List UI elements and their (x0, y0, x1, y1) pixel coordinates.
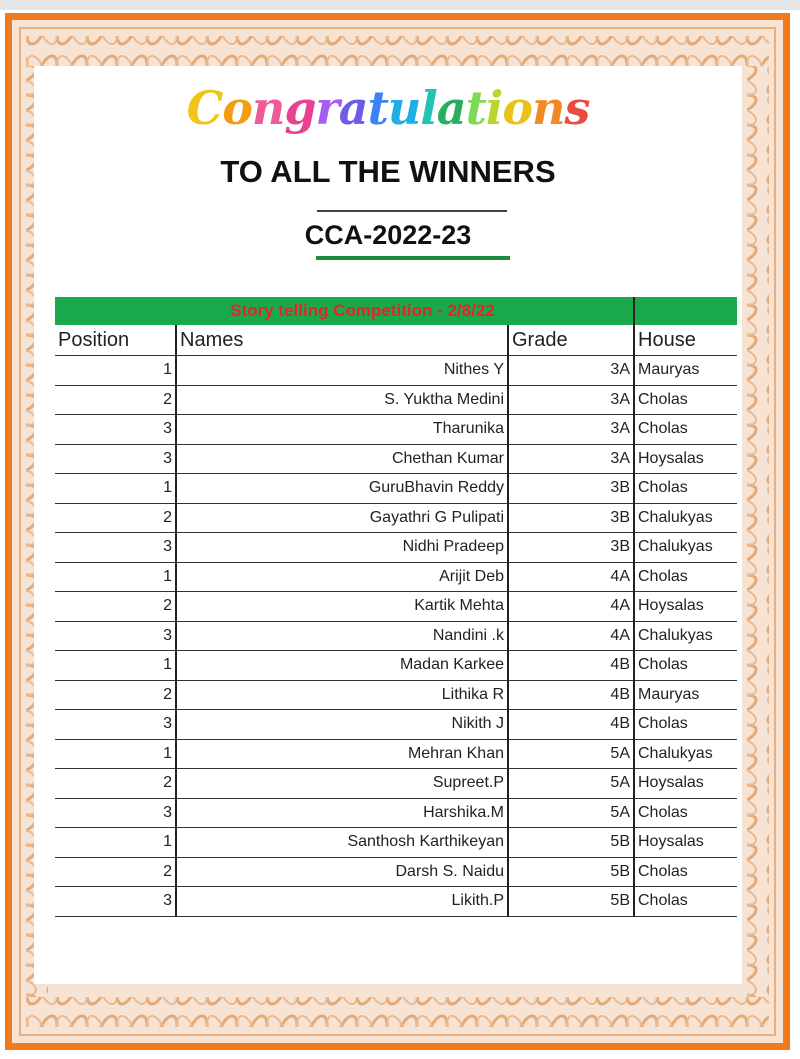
congratulations-heading (34, 80, 742, 136)
caption-spacer (634, 297, 737, 325)
table-row (55, 769, 737, 799)
greeting-letter: s (564, 81, 590, 135)
table-row (55, 798, 737, 828)
cell-house: Cholas (634, 798, 737, 828)
greeting-letter: a (338, 81, 368, 135)
window-top-strip (0, 0, 800, 10)
table-row (55, 739, 737, 769)
table-row (55, 651, 737, 681)
cell-position: 1 (55, 474, 176, 504)
cell-position: 1 (55, 356, 176, 386)
greeting-letter: C (186, 81, 223, 135)
competition-caption: Story telling Competition - 2/8/22 (55, 297, 634, 325)
cell-house: Cholas (634, 857, 737, 887)
cell-grade: 4B (508, 710, 634, 740)
cell-house: Cholas (634, 887, 737, 917)
cell-name: Gayathri G Pulipati (176, 503, 508, 533)
greeting-letter: n (532, 81, 565, 135)
cell-position: 2 (55, 592, 176, 622)
cell-grade: 4B (508, 680, 634, 710)
cell-name: Nandini .k (176, 621, 508, 651)
cell-name: Harshika.M (176, 798, 508, 828)
certificate-content (34, 66, 742, 984)
table-row (55, 857, 737, 887)
greeting-letter: t (465, 81, 486, 135)
cell-house: Hoysalas (634, 769, 737, 799)
cell-name: Mehran Khan (176, 739, 508, 769)
greeting-letter: l (420, 81, 437, 135)
table-row (55, 710, 737, 740)
cell-grade: 3B (508, 533, 634, 563)
cell-name: S. Yuktha Medini (176, 385, 508, 415)
cell-house: Mauryas (634, 680, 737, 710)
table-caption-row (55, 297, 737, 325)
cell-house: Hoysalas (634, 444, 737, 474)
cell-name: GuruBhavin Reddy (176, 474, 508, 504)
cell-name: Supreet.P (176, 769, 508, 799)
header-names: Names (176, 325, 508, 356)
cell-position: 1 (55, 562, 176, 592)
cell-grade: 3A (508, 356, 634, 386)
cell-name: Nithes Y (176, 356, 508, 386)
cell-grade: 3A (508, 415, 634, 445)
cell-house: Cholas (634, 710, 737, 740)
cell-house: Cholas (634, 562, 737, 592)
cell-grade: 3A (508, 385, 634, 415)
cell-grade: 5B (508, 857, 634, 887)
header-house: House (634, 325, 737, 356)
cell-position: 2 (55, 503, 176, 533)
greeting-letter: g (284, 81, 316, 135)
cell-position: 1 (55, 739, 176, 769)
cell-name: Madan Karkee (176, 651, 508, 681)
cell-house: Chalukyas (634, 739, 737, 769)
table-header-row (55, 325, 737, 356)
cell-house: Cholas (634, 385, 737, 415)
cell-name: Tharunika (176, 415, 508, 445)
cell-grade: 4A (508, 592, 634, 622)
edition-title: CCA-2022-23 (304, 220, 472, 250)
cell-name: Darsh S. Naidu (176, 857, 508, 887)
cell-grade: 4A (508, 562, 634, 592)
cell-position: 3 (55, 621, 176, 651)
greeting-letter: t (367, 81, 388, 135)
cell-grade: 3B (508, 474, 634, 504)
table-row (55, 356, 737, 386)
cell-name: Kartik Mehta (176, 592, 508, 622)
cell-position: 3 (55, 444, 176, 474)
cell-house: Chalukyas (634, 503, 737, 533)
greeting-letter: i (485, 81, 503, 135)
table-row (55, 385, 737, 415)
cell-position: 3 (55, 533, 176, 563)
cell-position: 2 (55, 769, 176, 799)
cell-house: Cholas (634, 415, 737, 445)
table-row (55, 621, 737, 651)
cell-grade: 5A (508, 769, 634, 799)
table-row (55, 474, 737, 504)
table-row (55, 444, 737, 474)
winners-headline: TO ALL THE WINNERS (220, 154, 556, 189)
cell-house: Cholas (634, 651, 737, 681)
cell-position: 3 (55, 710, 176, 740)
cell-name: Nikith J (176, 710, 508, 740)
cell-grade: 5A (508, 798, 634, 828)
table-row (55, 592, 737, 622)
cell-name: Nidhi Pradeep (176, 533, 508, 563)
cell-position: 3 (55, 415, 176, 445)
cell-name: Santhosh Karthikeyan (176, 828, 508, 858)
greeting-letter: r (315, 81, 339, 135)
cell-name: Chethan Kumar (176, 444, 508, 474)
header-grade: Grade (508, 325, 634, 356)
header-position: Position (55, 325, 176, 356)
cell-position: 2 (55, 680, 176, 710)
cell-grade: 4A (508, 621, 634, 651)
cell-position: 2 (55, 385, 176, 415)
cell-grade: 5B (508, 887, 634, 917)
greeting-letter: o (222, 81, 252, 135)
divider-line (317, 210, 507, 212)
cell-house: Chalukyas (634, 533, 737, 563)
cell-grade: 4B (508, 651, 634, 681)
cell-position: 2 (55, 857, 176, 887)
cell-house: Hoysalas (634, 828, 737, 858)
cell-position: 1 (55, 828, 176, 858)
cell-grade: 3B (508, 503, 634, 533)
cell-position: 3 (55, 887, 176, 917)
cell-position: 3 (55, 798, 176, 828)
cell-name: Lithika R (176, 680, 508, 710)
cell-house: Cholas (634, 474, 737, 504)
table-row (55, 828, 737, 858)
table-row (55, 533, 737, 563)
table-row (55, 503, 737, 533)
table-row (55, 415, 737, 445)
greeting-letter: n (251, 81, 285, 135)
greeting-letter: u (387, 81, 421, 135)
cell-grade: 5B (508, 828, 634, 858)
cell-grade: 3A (508, 444, 634, 474)
cell-house: Mauryas (634, 356, 737, 386)
cell-grade: 5A (508, 739, 634, 769)
cell-house: Hoysalas (634, 592, 737, 622)
cell-name: Likith.P (176, 887, 508, 917)
edition-underline (316, 256, 510, 260)
table-row (55, 887, 737, 917)
cell-position: 1 (55, 651, 176, 681)
results-table (55, 297, 737, 917)
greeting-letter: o (502, 81, 533, 135)
table-row (55, 562, 737, 592)
greeting-letter: a (436, 81, 466, 135)
cell-name: Arijit Deb (176, 562, 508, 592)
cell-house: Chalukyas (634, 621, 737, 651)
table-row (55, 680, 737, 710)
